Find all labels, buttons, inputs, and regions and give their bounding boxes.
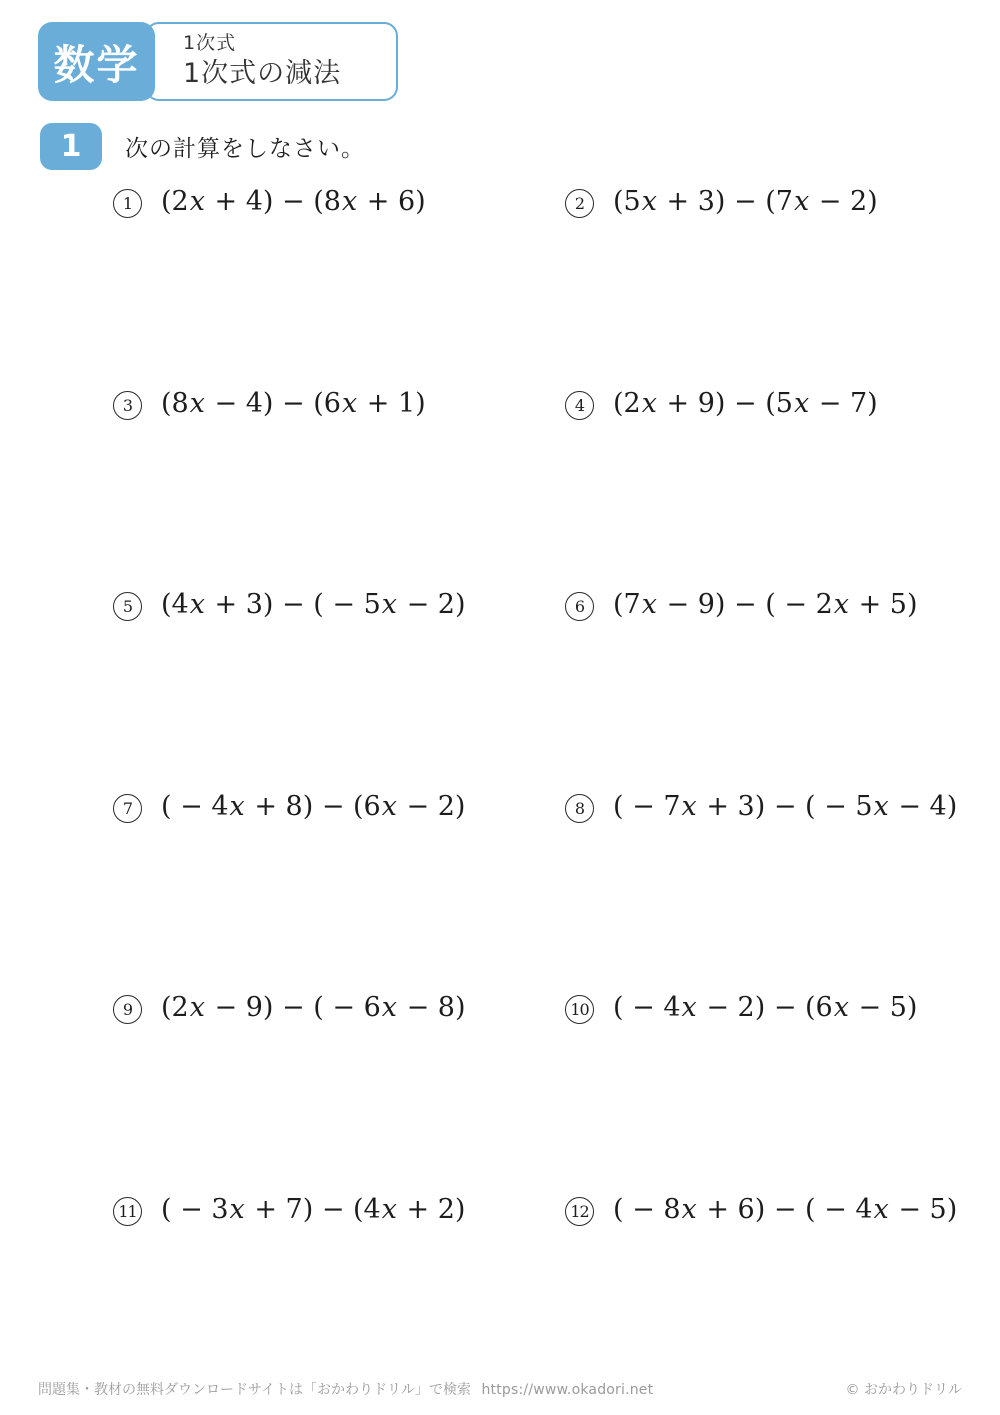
problem-expression: (8x − 4) − (6x + 1) [161,387,426,419]
problem-expression: (2x + 4) − (8x + 6) [161,186,426,217]
problem-number-badge: 10 [565,995,594,1024]
problems-grid [113,186,1000,1395]
problem-number-badge: 9 [113,995,142,1024]
problem-expression: (7x − 9) − ( − 2x + 5) [613,589,918,620]
problem-expression: ( − 7x + 3) − ( − 5x − 4) [613,790,958,822]
footer-description: 問題集・教材の無料ダウンロードサイトは「おかわりドリル」で検索 [38,1382,472,1398]
problem-item-2 [565,186,1000,388]
problem-number-badge: 11 [113,1197,142,1226]
problem-number-badge: 2 [565,189,594,218]
problem-item-8 [565,791,1000,993]
problem-item-10 [565,992,1000,1194]
problem-number-badge: 3 [113,391,142,420]
topic-title: 1次式の減法 [183,57,342,89]
problem-expression: (4x + 3) − ( − 5x − 2) [161,589,466,620]
problem-expression: ( − 8x + 6) − ( − 4x − 5) [613,1193,958,1225]
problem-item-3 [113,388,565,590]
problem-expression: (2x − 9) − ( − 6x − 8) [161,992,466,1023]
problem-number-badge: 5 [113,592,142,621]
problem-expression: ( − 4x + 8) − (6x − 2) [161,790,466,822]
problem-number-badge: 6 [565,592,594,621]
footer-site-info [38,1379,659,1399]
section-prompt: 次の計算をしなさい。 [125,136,365,162]
subject-badge: 数学 [38,22,155,101]
problem-expression: ( − 4x − 2) − (6x − 5) [613,992,918,1023]
worksheet-header [38,22,398,101]
page-footer [38,1379,962,1399]
problem-item-5 [113,589,565,791]
footer-copyright: © おかわりドリル [845,1382,962,1398]
topic-box [145,22,398,101]
problem-number-badge: 12 [565,1197,594,1226]
problem-item-12 [565,1194,1000,1396]
footer-url: https://www.okadori.net [481,1382,654,1398]
topic-subtitle: 1次式 [183,32,237,54]
problem-number-badge: 7 [113,794,142,823]
section-header [40,123,365,170]
problem-item-6 [565,589,1000,791]
problem-item-7 [113,791,565,993]
problem-item-1 [113,186,565,388]
problem-expression: ( − 3x + 7) − (4x + 2) [161,1193,466,1225]
problem-item-4 [565,388,1000,590]
problem-expression: (2x + 9) − (5x − 7) [613,387,878,419]
problem-number-badge: 4 [565,391,594,420]
problem-number-badge: 8 [565,794,594,823]
section-number-badge: 1 [40,123,102,170]
problem-item-9 [113,992,565,1194]
problem-number-badge: 1 [113,189,142,218]
problem-expression: (5x + 3) − (7x − 2) [613,186,878,217]
problem-item-11 [113,1194,565,1396]
